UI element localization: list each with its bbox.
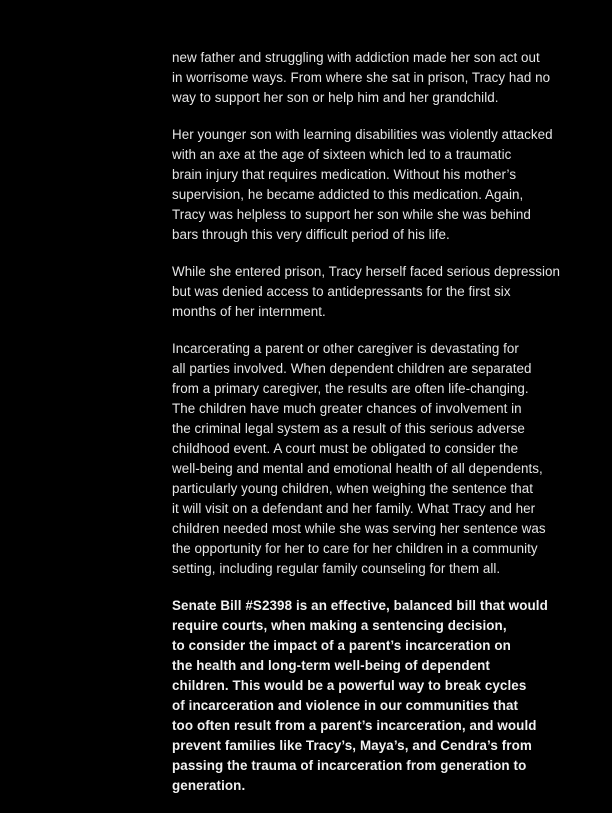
text-line: in worrisome ways. From where she sat in prison, Tracy had no — [172, 70, 551, 85]
paragraph-senate-bill — [172, 596, 584, 796]
text-line: Her younger son with learning disabilities was violently attacked — [172, 127, 553, 142]
text-line: all parties involved. When dependent children are separated — [172, 361, 532, 376]
text-line: too often result from a parent’s incarceration, and would — [172, 718, 537, 733]
text-line: While she entered prison, Tracy herself faced serious depression — [172, 264, 561, 279]
text-line: Incarcerating a parent or other caregiver is devastating for — [172, 341, 519, 356]
text-line: Senate Bill #S2398 is an effective, balanced bill that would — [172, 598, 548, 613]
text-line: way to support her son or help him and her grandchild. — [172, 90, 499, 105]
paragraph-depression — [172, 262, 584, 322]
text-line: passing the trauma of incarceration from generation to — [172, 758, 527, 773]
text-line: children needed most while she was serving her sentence was — [172, 521, 546, 536]
text-line: prevent families like Tracy’s, Maya’s, and Cendra’s from — [172, 738, 532, 753]
document-body — [172, 48, 584, 813]
text-line: of incarceration and violence in our communities that — [172, 698, 519, 713]
text-line: childhood event. A court must be obligated to consider the — [172, 441, 519, 456]
text-line: require courts, when making a sentencing decision, — [172, 618, 507, 633]
text-line: particularly young children, when weighing the sentence that — [172, 481, 534, 496]
text-line: but was denied access to antidepressants for the first six — [172, 284, 511, 299]
text-line: setting, including regular family counseling for them all. — [172, 561, 501, 576]
text-line: the criminal legal system as a result of this serious adverse — [172, 421, 525, 436]
paragraph-older-son — [172, 48, 584, 108]
text-line: from a primary caregiver, the results are often life-changing. — [172, 381, 529, 396]
paragraph-incarcerating-caregiver — [172, 339, 584, 579]
text-line: new father and struggling with addiction made her son act out — [172, 50, 540, 65]
text-line: brain injury that requires medication. Without his mother’s — [172, 167, 517, 182]
text-line: Tracy was helpless to support her son while she was behind — [172, 207, 531, 222]
text-line: with an axe at the age of sixteen which led to a traumatic — [172, 147, 512, 162]
text-line: months of her internment. — [172, 304, 326, 319]
text-line: bars through this very difficult period of his life. — [172, 227, 450, 242]
text-line: generation. — [172, 778, 246, 793]
text-line: well-being and mental and emotional health of all dependents, — [172, 461, 543, 476]
text-line: it will visit on a defendant and her family. What Tracy and her — [172, 501, 536, 516]
text-line: to consider the impact of a parent’s incarceration on — [172, 638, 511, 653]
text-line: children. This would be a powerful way to break cycles — [172, 678, 527, 693]
text-line: the opportunity for her to care for her children in a community — [172, 541, 538, 556]
text-line: the health and long-term well-being of dependent — [172, 658, 490, 673]
text-line: supervision, he became addicted to this medication. Again, — [172, 187, 524, 202]
text-line: The children have much greater chances of involvement in — [172, 401, 522, 416]
paragraph-younger-son — [172, 125, 584, 245]
